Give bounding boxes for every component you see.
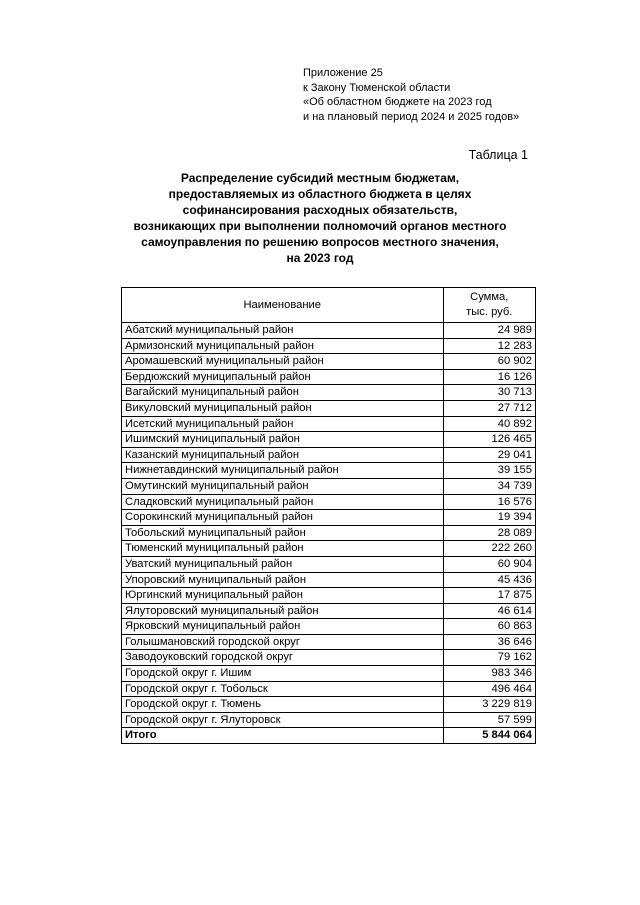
table-row	[122, 432, 536, 448]
table-row	[122, 634, 536, 650]
row-name: Сорокинский муниципальный район	[122, 510, 444, 526]
row-sum: 60 902	[443, 354, 535, 370]
row-name: Упоровский муниципальный район	[122, 572, 444, 588]
row-sum: 28 089	[443, 525, 535, 541]
header-name: Наименование	[122, 288, 444, 323]
row-name: Юргинский муниципальный район	[122, 588, 444, 604]
row-sum: 79 162	[443, 650, 535, 666]
row-sum: 16 126	[443, 369, 535, 385]
table-row	[122, 588, 536, 604]
header-sum	[443, 288, 535, 323]
title-line: на 2023 год	[286, 251, 354, 266]
row-name: Городской округ г. Ялуторовск	[122, 712, 444, 728]
row-sum: 34 739	[443, 478, 535, 494]
row-name: Казанский муниципальный район	[122, 447, 444, 463]
row-name: Ярковский муниципальный район	[122, 619, 444, 635]
row-sum: 46 614	[443, 603, 535, 619]
row-name: Заводоуковский городской округ	[122, 650, 444, 666]
table-row	[122, 447, 536, 463]
table-row	[122, 525, 536, 541]
row-sum: 496 464	[443, 681, 535, 697]
table-row	[122, 603, 536, 619]
row-sum: 57 599	[443, 712, 535, 728]
annex-line: Приложение 25	[303, 67, 383, 79]
row-name: Абатский муниципальный район	[122, 323, 444, 339]
table-row	[122, 369, 536, 385]
document-title	[100, 170, 540, 267]
row-name: Городской округ г. Ишим	[122, 666, 444, 682]
title-line: софинансирования расходных обязательств,	[182, 203, 458, 218]
title-line: Распределение субсидий местным бюджетам,	[180, 171, 460, 185]
row-sum: 16 576	[443, 494, 535, 510]
row-name: Голышмановский городской округ	[122, 634, 444, 650]
row-name: Бердюжский муниципальный район	[122, 369, 444, 385]
row-name: Тюменский муниципальный район	[122, 541, 444, 557]
row-name: Городской округ г. Тюмень	[122, 697, 444, 713]
row-sum: 36 646	[443, 634, 535, 650]
row-sum: 222 260	[443, 541, 535, 557]
annex-line: к Закону Тюменской области	[303, 81, 451, 94]
row-name: Вагайский муниципальный район	[122, 385, 444, 401]
row-sum: 17 875	[443, 588, 535, 604]
table-row	[122, 650, 536, 666]
header-sum-line: тыс. руб.	[466, 306, 513, 318]
total-label: Итого	[122, 728, 444, 744]
table-row	[122, 541, 536, 557]
table-row	[122, 510, 536, 526]
table-row	[122, 556, 536, 572]
table-row	[122, 323, 536, 339]
table-row	[122, 354, 536, 370]
table-row	[122, 712, 536, 728]
header-sum-line: Сумма,	[470, 291, 509, 304]
total-row	[122, 728, 536, 744]
annex-line: «Об областном бюджете на 2023 год	[303, 96, 492, 109]
title-line: возникающих при выполнении полномочий органов местного	[133, 219, 507, 234]
row-name: Исетский муниципальный район	[122, 416, 444, 432]
row-sum: 60 904	[443, 556, 535, 572]
row-name: Армизонский муниципальный район	[122, 338, 444, 354]
row-sum: 126 465	[443, 432, 535, 448]
table-row	[122, 666, 536, 682]
table-row	[122, 463, 536, 479]
row-sum: 983 346	[443, 666, 535, 682]
table-row	[122, 478, 536, 494]
row-name: Тобольский муниципальный район	[122, 525, 444, 541]
table-header-row	[122, 288, 536, 323]
row-sum: 19 394	[443, 510, 535, 526]
row-name: Ишимский муниципальный район	[122, 432, 444, 448]
row-sum: 40 892	[443, 416, 535, 432]
row-name: Аромашевский муниципальный район	[122, 354, 444, 370]
row-name: Викуловский муниципальный район	[122, 400, 444, 416]
table-row	[122, 400, 536, 416]
row-sum: 45 436	[443, 572, 535, 588]
table-row	[122, 338, 536, 354]
row-sum: 3 229 819	[443, 697, 535, 713]
row-name: Сладковский муниципальный район	[122, 494, 444, 510]
table-row	[122, 572, 536, 588]
row-sum: 24 989	[443, 323, 535, 339]
row-name: Уватский муниципальный район	[122, 556, 444, 572]
title-line: предоставляемых из областного бюджета в целях	[168, 187, 472, 202]
row-sum: 30 713	[443, 385, 535, 401]
annex-block	[303, 66, 519, 125]
table-row	[122, 697, 536, 713]
row-name: Городской округ г. Тобольск	[122, 681, 444, 697]
row-sum: 39 155	[443, 463, 535, 479]
table-row	[122, 494, 536, 510]
total-sum: 5 844 064	[443, 728, 535, 744]
row-sum: 12 283	[443, 338, 535, 354]
table-row	[122, 619, 536, 635]
table-row	[122, 385, 536, 401]
row-name: Ялуторовский муниципальный район	[122, 603, 444, 619]
annex-line: и на плановый период 2024 и 2025 годов»	[303, 111, 520, 124]
row-sum: 29 041	[443, 447, 535, 463]
table-body	[122, 323, 536, 728]
row-name: Омутинский муниципальный район	[122, 478, 444, 494]
row-sum: 27 712	[443, 400, 535, 416]
row-name: Нижнетавдинский муниципальный район	[122, 463, 444, 479]
title-line: самоуправления по решению вопросов местного значения,	[141, 235, 499, 250]
table-row	[122, 416, 536, 432]
row-sum: 60 863	[443, 619, 535, 635]
table-row	[122, 681, 536, 697]
subsidies-table	[121, 287, 536, 744]
table-number: Таблица 1	[468, 148, 528, 162]
